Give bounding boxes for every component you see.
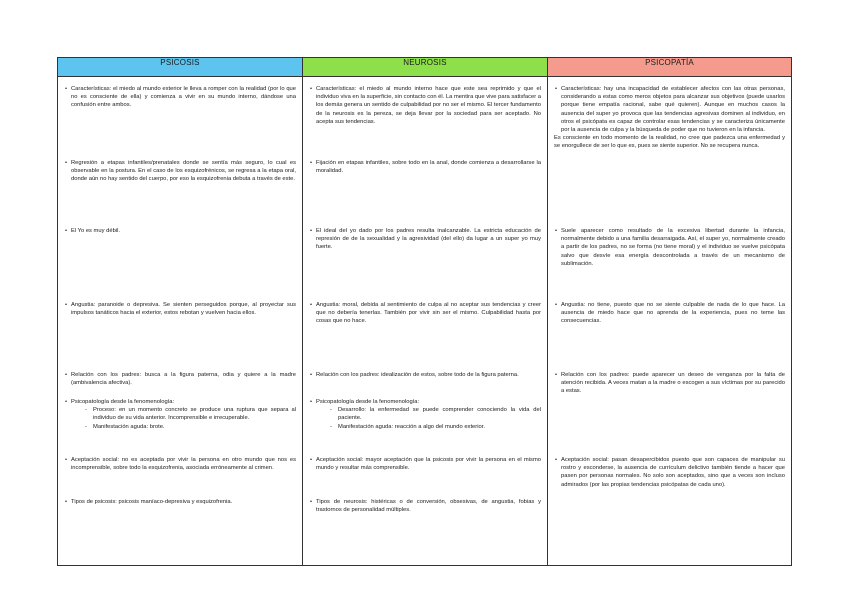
psicosis-psicopatologia-item: - Manifestación aguda: brote. — [93, 423, 296, 431]
neurosis-angustia: • Angustia: moral, debida al sentimiento de culpa al no aceptar sus tendencias y creer que no debería tenerlas. También por vivir sin ser el mismo. Culpabilidad hasta por cosas que no hace. — [316, 301, 541, 326]
psicosis-tipos: • Tipos de psicosis: psicosis maníaco-depresiva y esquizofrenia. — [71, 498, 296, 506]
psicopatia-caracteristicas: • Características: hay una incapacidad de establecer afectos con las otras personas, considerando a estas como meros objetos para alcanzar sus objetivos (puede usarlos porque tiene empatía racional, sabe qué quieren). Aunque en muchos casos la ausencia del super yo provoca que las tendencias agresivas dominen al individuo, en otros el psicópata es capaz de controlar esas tendencias y se caracteriza únicamente por la ausencia de culpa y la búsqueda de poder que no tuvieron en la infancia. — [561, 85, 785, 134]
neurosis-aceptacion: • Aceptación social: mayor aceptación que la psicosis por vivir la persona en el mismo mundo y resultar más comprensible. — [316, 456, 541, 472]
psicopatia-angustia: • Angustia: no tiene, puesto que no se siente culpable de nada de lo que hace. La ausencia de miedo hace que no aprenda de la experiencia, pues no teme las consecuencias. — [561, 301, 785, 326]
psicopatia-relacion: • Relación con los padres: puede aparecer un deseo de venganza por la falta de atención recibida. A veces matan a la madre o escogen a sus víctimas por su parecido a estas. — [561, 371, 785, 396]
neurosis-psicopatologia-item: - Manifestación aguda: reacción a algo del mundo exterior. — [338, 423, 541, 431]
psicopatia-consciente: Es consciente en todo momento de la realidad, no cree que padezca una enfermedad y se enorgullece de ser lo que es, pues se siente superior. No se recupera nunca. — [554, 135, 785, 150]
header-row — [58, 58, 792, 77]
psicosis-relacion: • Relación con los padres: busca a la figura paterna, odia y quiere a la madre (ambivalencia afectiva). — [71, 371, 296, 387]
neurosis-psicopatologia-title: Psicopatología desde la fenomenología: — [316, 399, 420, 405]
psicosis-psicopatologia-item: - Proceso: en un momento concreto se produce una ruptura que separa al individuo de su vida anterior. Incomprensible e irrecuperable. — [93, 406, 296, 422]
neurosis-psicopatologia — [316, 398, 541, 431]
header-neurosis: NEUROSIS — [303, 58, 548, 77]
psicosis-yo: • El Yo es muy débil. — [71, 227, 296, 235]
column-psicosis — [58, 77, 303, 566]
psicosis-psicopatologia-title: Psicopatología desde la fenomenología: — [71, 399, 175, 405]
psicosis-psicopatologia — [71, 398, 296, 431]
psicosis-aceptacion: • Aceptación social: no es aceptada por vivir la persona en otro mundo que nos es incomprensible, sobre todo la esquizofrenia, asociada erróneamente al crimen. — [71, 456, 296, 472]
neurosis-fijacion: • Fijación en etapas infantiles, sobre todo en la anal, donde comienza a desarrollarse la moralidad. — [316, 159, 541, 175]
psicopatia-aceptacion: • Aceptación social: pasan desapercibidos puesto que son capaces de manipular su rostro y esconderse, la ausencia de currículum delictivo también tiende a hacer que pasen por personas normales. No solo son aceptados, sino que a veces son incluso admirados (por las propias tendencias psicópatas de cada uno). — [561, 456, 785, 489]
column-psicopatia — [548, 77, 792, 566]
neurosis-ideal: • El ideal del yo dado por los padres resulta inalcanzable. La estricta educación de represión de de la sexualidad y la agresividad (del ello) da lugar a un super yo muy fuerte. — [316, 227, 541, 252]
psicopatia-aparecer: • Suele aparecer como resultado de la excesiva libertad durante la infancia, normalmente debido a una familia desarraigada. Así, el super yo, normalmente creado a partir de los padres, no se forma (no tiene moral) y el individuo se vuelve psicópata salvo que desvíe esa energía descontrolada a través de un mecanismo de sublimación. — [561, 227, 785, 268]
neurosis-relacion: • Relación con los padres: idealización de estos, sobre todo de la figura paterna. — [316, 371, 541, 379]
header-psicopatia: PSICOPATÍA — [548, 58, 792, 77]
psicosis-regresion: • Regresión a etapas infantiles/prenatales donde se sentía más seguro, lo cual es observable en la postura. En el caso de los esquizofrénicos, se regresa a la etapa oral, donde aún no hay sentido del cuerpo, por eso la esquizofrenia debuta a través de este. — [71, 159, 296, 184]
neurosis-caracteristicas: • Características: el miedo al mundo interno hace que este sea reprimido y que el individuo viva en la superficie, sin contacto con él. La mentira que vive para satisfacer a los demás genera un sentido de culpabilidad por no ser el mismo. El tercer fundamento de la neurosis es la pereza, se deja llevar por la sociedad para ser aceptado. No acepta sus tendencias. — [316, 85, 541, 126]
header-psicosis: PSICOSIS — [58, 58, 303, 77]
column-neurosis — [303, 77, 548, 566]
neurosis-tipos: • Tipos de neurosis: histéricas o de conversión, obsesivas, de angustia, fobias y trastornos de personalidad múltiples. — [316, 498, 541, 514]
psicosis-angustia: • Angustia: paranoide o depresiva. Se sienten perseguidos porque, al proyectar sus impulsos tanáticos hacia el exterior, estos rebotan y vuelven hacia ellos. — [71, 301, 296, 317]
content-row — [58, 77, 792, 566]
psicosis-caracteristicas: • Características: el miedo al mundo exterior le lleva a romper con la realidad (por lo que no es consciente de ella) y comienza a vivir en su mundo interno, dándose una confusión entre ambos. — [71, 85, 296, 110]
comparison-table — [57, 57, 792, 566]
neurosis-psicopatologia-item: - Desarrollo: la enfermedad se puede comprender conociendo la vida del paciente. — [338, 406, 541, 422]
